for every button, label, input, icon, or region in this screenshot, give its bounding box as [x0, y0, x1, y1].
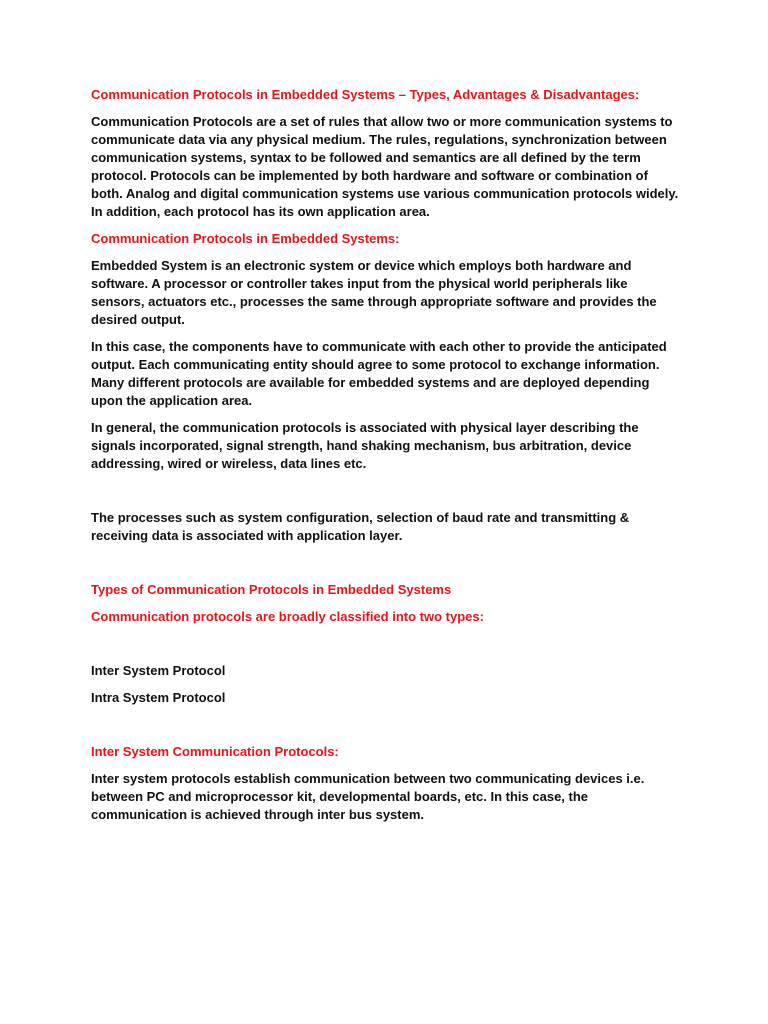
document-title: Communication Protocols in Embedded Systems – Types, Advantages & Disadvantages: [91, 87, 640, 102]
intro-paragraph: Communication Protocols are a set of rules that allow two or more communication systems to communicate data via any physical medium. The rules, regulations, synchronization between communication systems, syntax to be followed and semantics are all defined by the term protocol. Protocols can be implemented by both hardware and software or combination of both. Analog and digital communication systems use various communication protocols widely. In addition, each protocol has its own application area. [91, 114, 679, 219]
types-heading: Types of Communication Protocols in Embedded Systems [91, 582, 452, 597]
physical-layer-paragraph: In general, the communication protocols is associated with physical layer describing the signals incorporated, signal strength, hand shaking mechanism, bus arbitration, device addressing, wired or wireless, data lines etc. [91, 420, 639, 471]
embedded-system-paragraph: Embedded System is an electronic system or device which employs both hardware and software. A processor or controller takes input from the physical world peripherals like sensors, actuators etc., processes the same through appropriate software and provides the desired output. [91, 258, 657, 327]
types-subheading: Communication protocols are broadly classified into two types: [91, 609, 484, 624]
list-item-inter-system: Inter System Protocol [91, 663, 226, 678]
components-paragraph: In this case, the components have to communicate with each other to provide the anticipated output. Each communicating entity should agree to some protocol to exchange information. Many different protocols are available for embedded systems and are deployed depending upon the application area. [91, 339, 667, 408]
section-heading-embedded: Communication Protocols in Embedded Systems: [91, 231, 400, 246]
list-item-intra-system: Intra System Protocol [91, 690, 226, 705]
inter-system-paragraph: Inter system protocols establish communication between two communicating devices i.e. between PC and microprocessor kit, developmental boards, etc. In this case, the communication is achieved through inter bus system. [91, 771, 645, 822]
application-layer-paragraph: The processes such as system configuration, selection of baud rate and transmitting & receiving data is associated with application layer. [91, 510, 630, 543]
inter-system-heading: Inter System Communication Protocols: [91, 744, 339, 759]
